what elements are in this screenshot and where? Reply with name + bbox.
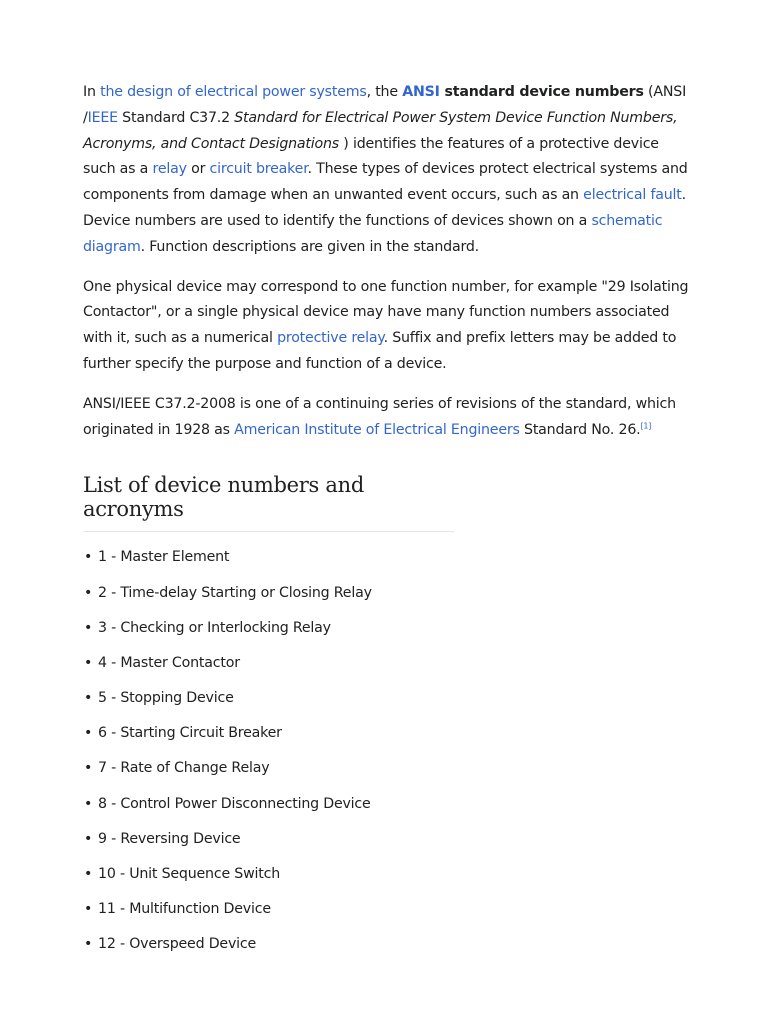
device-separator: - [115, 936, 130, 953]
list-item [83, 935, 693, 970]
device-separator: - [115, 901, 130, 918]
device-number: 10 [98, 866, 116, 883]
list-item [83, 830, 693, 865]
device-number: 5 [98, 690, 107, 707]
device-separator: - [106, 584, 121, 601]
device-name: Time-delay Starting or Closing Relay [120, 584, 372, 601]
device-separator: - [106, 549, 121, 566]
bold-standard-device-numbers: standard device numbers [439, 84, 644, 100]
device-separator: - [106, 619, 121, 636]
device-separator: - [106, 760, 121, 777]
link-ansi[interactable]: ANSI [402, 84, 440, 100]
device-separator: - [106, 690, 121, 707]
list-item [83, 900, 693, 935]
link-aiee[interactable]: American Institute of Electrical Engineers [234, 421, 520, 438]
list-item [83, 654, 693, 689]
link-relay[interactable]: relay [152, 161, 187, 178]
device-number: 12 [98, 936, 116, 953]
device-name: Master Contactor [120, 654, 240, 671]
reference-link-1[interactable]: [1] [640, 420, 652, 430]
list-item [83, 584, 693, 619]
standard-title: Standard for Electrical Power System Device Function Numbers, Acronyms, and Contact Designations [83, 109, 678, 152]
device-name: Unit Sequence Switch [129, 866, 280, 883]
device-separator: - [106, 725, 121, 742]
device-number: 9 [98, 830, 107, 847]
device-name: Reversing Device [120, 830, 241, 847]
link-ieee[interactable]: IEEE [87, 109, 118, 126]
device-number: 7 [98, 760, 107, 777]
device-separator: - [106, 795, 121, 812]
device-number: 8 [98, 795, 107, 812]
device-separator: - [115, 866, 130, 883]
list-item [83, 724, 693, 759]
section-heading: List of device numbers and acronyms [83, 473, 454, 532]
device-number-list [83, 548, 693, 970]
device-separator: - [106, 830, 121, 847]
device-number: 3 [98, 619, 107, 636]
revision-history-paragraph: ANSI/IEEE C37.2-2008 is one of a continuing series of revisions of the standard, which originated in 1928 as American Institute of Electrical Engineers Standard No. 26.[1] [83, 395, 676, 438]
list-item [83, 548, 693, 583]
link-protective-relay[interactable]: protective relay [277, 330, 384, 347]
device-number: 2 [98, 584, 107, 601]
device-number: 1 [98, 549, 107, 566]
device-name: Stopping Device [120, 690, 234, 707]
list-item [83, 689, 693, 724]
function-number-paragraph: One physical device may correspond to one function number, for example "29 Isolating Contactor", or a single physical device may have many function numbers associated with it, such as a numerical protective relay. Suffix and prefix letters may be added to further specify the purpose and function of a device. [83, 278, 689, 372]
device-separator: - [106, 654, 121, 671]
list-item [83, 865, 693, 900]
list-item [83, 619, 693, 654]
device-number: 4 [98, 654, 107, 671]
link-circuit-breaker[interactable]: circuit breaker [209, 161, 308, 178]
device-name: Starting Circuit Breaker [120, 725, 282, 742]
article-content [83, 80, 693, 971]
intro-paragraph: In the design of electrical power systems, the ANSI standard device numbers (ANSI /IEEE Standard C37.2 Standard for Electrical Power System Device Function Numbers, Acronyms, and Contact Designations ) identifies the features of a protective device such as a relay or circuit breaker. These types of devices protect electrical systems and components from damage when an unwanted event occurs, such as an electrical fault. Device numbers are used to identify the functions of devices shown on a schematic diagram. Function descriptions are given in the standard. [83, 84, 688, 255]
device-number: 6 [98, 725, 107, 742]
link-electrical-fault[interactable]: electrical fault [583, 187, 682, 204]
list-item [83, 759, 693, 794]
device-name: Master Element [120, 549, 230, 566]
device-name: Control Power Disconnecting Device [120, 795, 371, 812]
link-design-of-electrical-power-systems[interactable]: the design of electrical power systems [100, 84, 367, 100]
link-schematic-diagram[interactable]: schematic diagram [83, 212, 663, 255]
device-name: Multifunction Device [129, 901, 271, 918]
list-item [83, 795, 693, 830]
device-number: 11 [98, 901, 116, 918]
device-name: Rate of Change Relay [120, 760, 270, 777]
device-name: Overspeed Device [129, 936, 257, 953]
device-name: Checking or Interlocking Relay [120, 619, 331, 636]
